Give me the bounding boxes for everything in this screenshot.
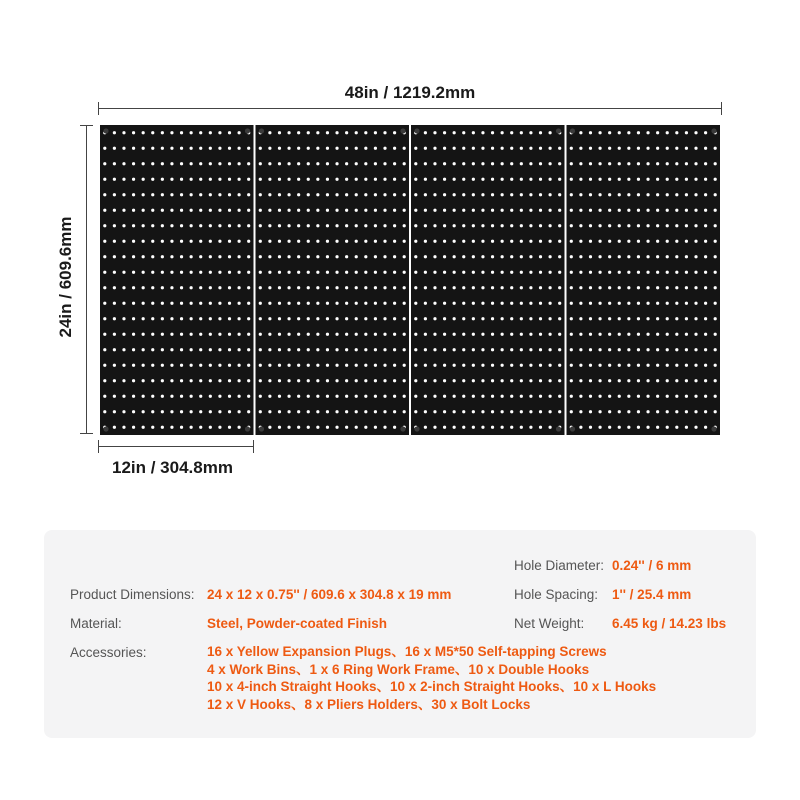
accessories-list: [207, 643, 656, 713]
panel-width-dimension-label: 12in / 304.8mm: [112, 458, 233, 477]
mounting-screw: [259, 426, 264, 431]
panel-width-dimension-tick-right: [253, 440, 254, 453]
accessories-line: 12 x V Hooks、8 x Pliers Holders、30 x Bolt Locks: [207, 696, 531, 712]
specification-panel: [44, 530, 756, 738]
width-dimension-tick-left: [98, 102, 99, 115]
height-dimension-label: 24in / 609.6mm: [56, 216, 75, 338]
pegboard-panel: [411, 125, 565, 435]
net-weight-value: 6.45 kg / 14.23 lbs: [612, 616, 727, 631]
mounting-screw: [414, 128, 419, 133]
mounting-screw: [259, 128, 264, 133]
accessories-line: 10 x 4-inch Straight Hooks、10 x 2-inch Straight Hooks、10 x L Hooks: [207, 679, 657, 694]
mounting-screw: [103, 426, 108, 431]
pegboard-panel: [100, 125, 254, 435]
height-dimension-tick-top: [80, 125, 93, 126]
panel-width-dimension-tick-left: [98, 440, 99, 453]
width-dimension-label: 48in / 1219.2mm: [344, 83, 476, 102]
pegboard-panel: [567, 125, 721, 435]
accessories-line: 16 x Yellow Expansion Plugs、16 x M5*50 Self-tapping Screws: [207, 644, 607, 659]
mounting-screw: [711, 426, 716, 431]
net-weight-label: Net Weight:: [514, 616, 585, 631]
mounting-screw: [570, 426, 575, 431]
hole-spacing-label: Hole Spacing:: [514, 587, 599, 602]
width-dimension-tick-right: [721, 102, 722, 115]
hole-diameter-value: 0.24'' / 6 mm: [612, 558, 692, 573]
material-value: Steel, Powder-coated Finish: [207, 616, 388, 631]
mounting-screw: [245, 128, 250, 133]
mounting-screw: [556, 128, 561, 133]
mounting-screw: [400, 426, 405, 431]
mounting-screw: [103, 128, 108, 133]
accessories-line: 4 x Work Bins、1 x 6 Ring Work Frame、10 x Double Hooks: [207, 661, 590, 677]
pegboard-image: [100, 125, 720, 440]
accessories-label: Accessories:: [70, 645, 147, 660]
mounting-screw: [400, 128, 405, 133]
hole-diameter-label: Hole Diameter:: [514, 558, 605, 573]
mounting-screw: [711, 128, 716, 133]
height-dimension-line: [86, 125, 87, 434]
material-label: Material:: [70, 616, 122, 631]
mounting-screw: [245, 426, 250, 431]
hole-spacing-value: 1'' / 25.4 mm: [612, 587, 692, 602]
pegboard-panels: [100, 125, 720, 435]
mounting-screw: [414, 426, 419, 431]
mounting-screw: [556, 426, 561, 431]
panel-width-dimension-line: [98, 446, 254, 447]
product-dimensions-value: 24 x 12 x 0.75'' / 609.6 x 304.8 x 19 mm: [207, 587, 452, 602]
height-dimension-tick-bottom: [80, 433, 93, 434]
width-dimension-line: [98, 108, 722, 109]
pegboard-panel: [256, 125, 410, 435]
product-dimensions-label: Product Dimensions:: [70, 587, 195, 602]
mounting-screw: [570, 128, 575, 133]
